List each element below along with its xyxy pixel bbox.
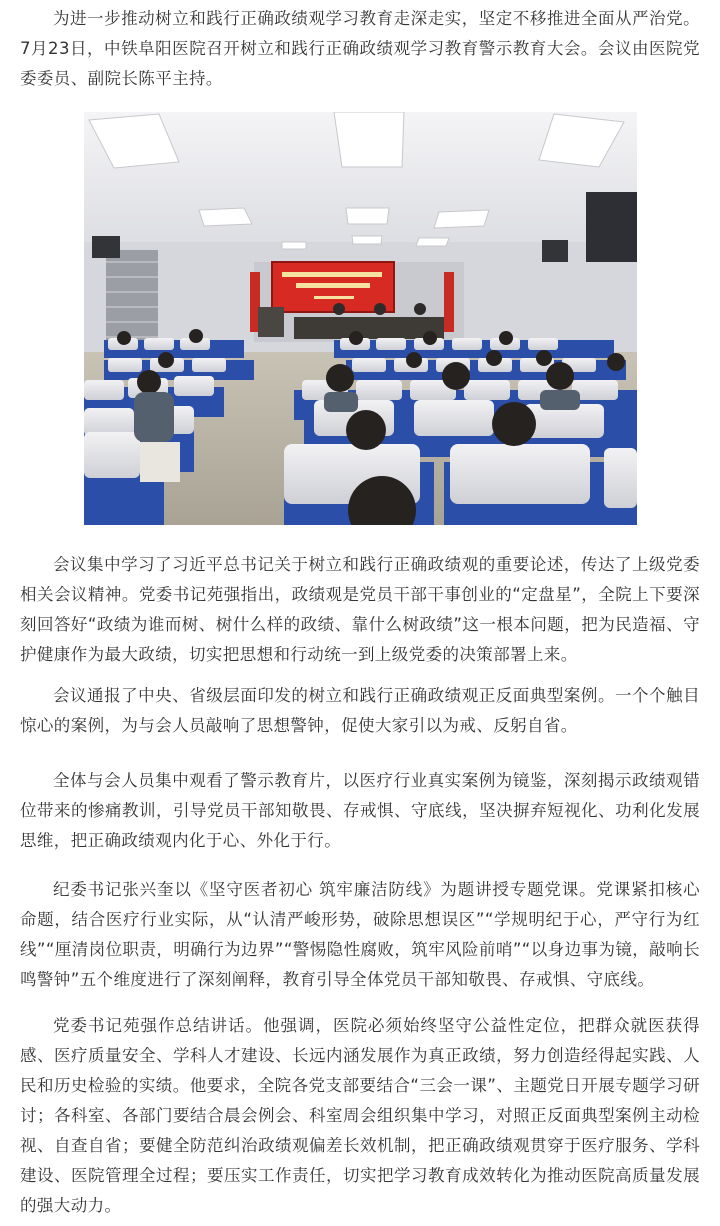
meeting-photo bbox=[84, 112, 637, 525]
paragraph-intro: 为进一步推动树立和践行正确政绩观学习教育走深走实，坚定不移推进全面从严治党。7月23日，中铁阜阳医院召开树立和践行正确政绩观学习教育警示教育大会。会议由医院党委委员、副院长陈平主持。 bbox=[20, 9, 700, 88]
paragraph-study: 会议集中学习了习近平总书记关于树立和践行正确政绩观的重要论述，传达了上级党委相关会议精神。党委书记苑强指出，政绩观是党员干部干事创业的“定盘星”，全院上下要深刻回答好“政绩为谁而树、树什么样的政绩、靠什么树政绩”这一根本问题，把为民造福、守护健康作为最大政绩，切实把思想和行动统一到上级党委的决策部署上来。 bbox=[20, 555, 700, 664]
paragraph-cases: 会议通报了中央、省级层面印发的树立和践行正确政绩观正反面典型案例。一个个触目惊心的案例，为与会人员敲响了思想警钟，促使大家引以为戒、反躬自省。 bbox=[20, 686, 700, 735]
paragraph-film: 全体与会人员集中观看了警示教育片，以医疗行业真实案例为镜鉴，深刻揭示政绩观错位带来的惨痛教训，引导党员干部知敬畏、存戒惧、守底线，坚决摒弃短视化、功利化发展思维，把正确政绩观内化于心、外化于行。 bbox=[20, 771, 700, 850]
paragraph-lecture: 纪委书记张兴奎以《坚守医者初心 筑牢廉洁防线》为题讲授专题党课。党课紧扣核心命题，结合医疗行业实际，从“认清严峻形势，破除思想误区”“学规明纪于心，严守行为红线”“厘清岗位职责，明确行为边界”“警惕隐性腐败，筑牢风险前哨”“以身边事为镜，敲响长鸣警钟”五个维度进行了深刻阐释，教育引导全体党员干部知敬畏、存戒惧、守底线。 bbox=[20, 880, 700, 989]
paragraph-summary: 党委书记苑强作总结讲话。他强调，医院必须始终坚守公益性定位，把群众就医获得感、医疗质量安全、学科人才建设、长远内涵发展作为真正政绩，努力创造经得起实践、人民和历史检验的实绩。他要求，全院各党支部要结合“三会一课”、主题党日开展专题学习研讨；各科室、各部门要结合晨会例会、科室周会组织集中学习，对照正反面典型案例主动检视、自查自省；要健全防范纠治政绩观偏差长效机制，把正确政绩观贯穿于医疗服务、学科建设、医院管理全过程；要压实工作责任，切实把学习教育成效转化为推动医院高质量发展的强大动力。 bbox=[20, 1016, 700, 1215]
